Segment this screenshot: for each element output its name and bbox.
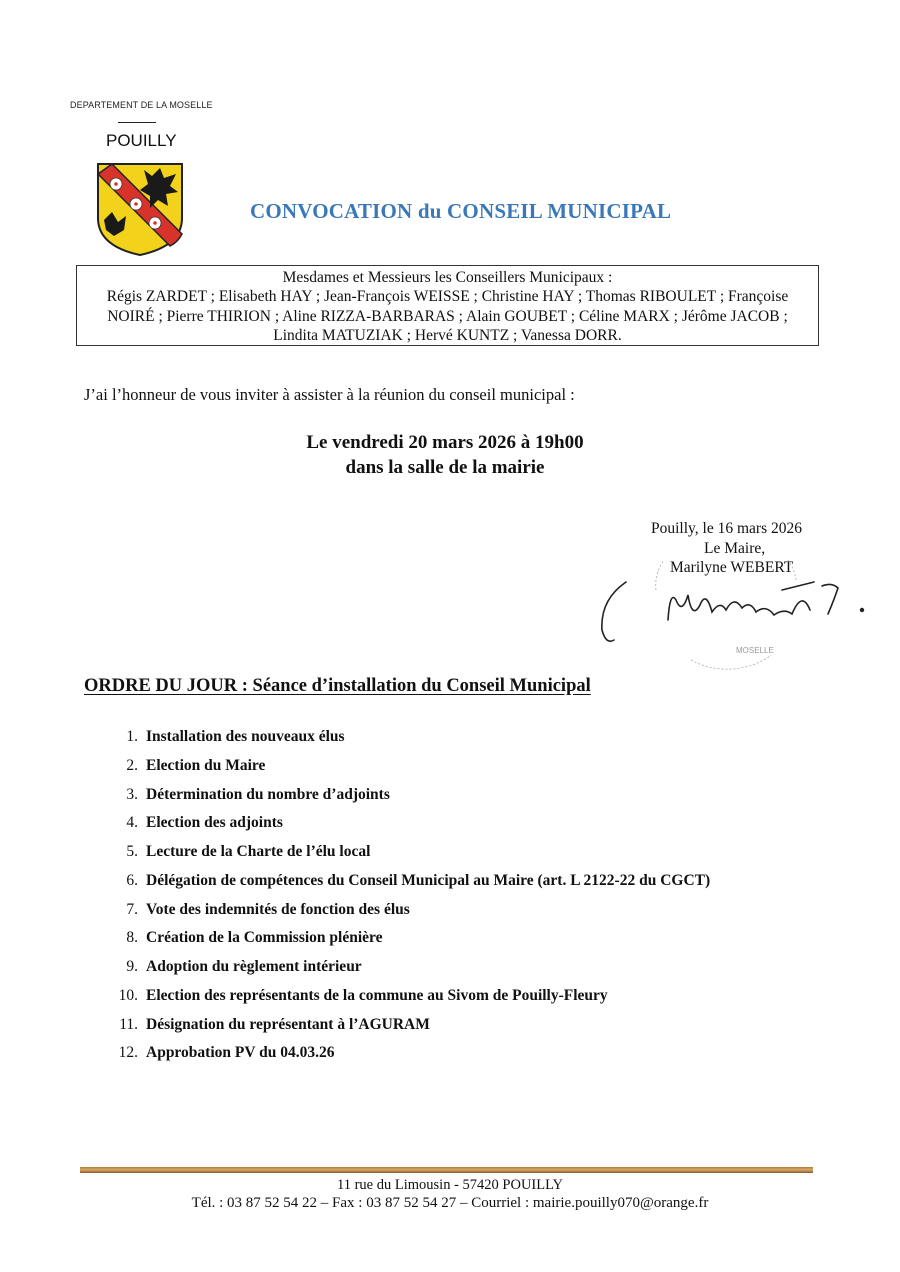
page-title: CONVOCATION du CONSEIL MUNICIPAL <box>250 199 672 223</box>
department-label: DEPARTEMENT DE LA MOSELLE <box>70 100 213 110</box>
recipients-line: NOIRÉ ; Pierre THIRION ; Aline RIZZA-BARBARAS ; Alain GOUBET ; Céline MARX ; Jérôme JACOB ; <box>107 307 788 325</box>
agenda-item-number: 12. <box>118 1044 138 1062</box>
footer-address: 11 rue du Limousin - 57420 POUILLY <box>337 1177 563 1193</box>
meeting-date: Le vendredi 20 mars 2026 à 19h00 <box>306 432 584 453</box>
agenda-item-number: 11. <box>119 1015 138 1033</box>
agenda-item <box>104 872 710 901</box>
agenda-item-number: 9. <box>126 958 138 975</box>
agenda-item-number: 8. <box>126 929 138 947</box>
agenda-item <box>104 1016 710 1045</box>
signature-stamp-icon <box>596 560 876 670</box>
stamp-text: MOSELLE <box>736 646 774 655</box>
agenda-list <box>104 728 710 1073</box>
meeting-place: dans la salle de la mairie <box>345 457 545 478</box>
agenda-item-number: 3. <box>126 785 138 803</box>
agenda-item-number: 6. <box>126 871 138 889</box>
agenda-item <box>104 958 710 987</box>
agenda-item-text: Election du Maire <box>146 756 266 774</box>
agenda-item <box>104 1044 710 1073</box>
handwritten-signature <box>602 582 864 641</box>
agenda-item-text: Election des adjoints <box>146 814 283 832</box>
agenda-item <box>104 786 710 815</box>
agenda-heading: ORDRE DU JOUR : Séance d’installation du Conseil Municipal <box>84 676 591 696</box>
coat-of-arms-icon <box>92 160 188 258</box>
agenda-item-text: Adoption du règlement intérieur <box>146 958 362 975</box>
agenda-item-text: Vote des indemnités de fonction des élus <box>146 900 410 918</box>
agenda-item-text: Création de la Commission plénière <box>146 929 383 947</box>
agenda-item-number: 2. <box>126 756 138 774</box>
agenda-item <box>104 757 710 786</box>
agenda-item-text: Installation des nouveaux élus <box>146 728 345 745</box>
recipients-line: Régis ZARDET ; Elisabeth HAY ; Jean-François WEISSE ; Christine HAY ; Thomas RIBOULET ; Françoise <box>106 288 789 306</box>
mayor-title: Le Maire, <box>704 540 766 557</box>
agenda-item-number: 5. <box>126 843 138 860</box>
town-rule <box>118 122 156 123</box>
agenda-item-number: 4. <box>126 814 138 832</box>
town-name: POUILLY <box>106 131 177 150</box>
agenda-item <box>104 901 710 930</box>
invitation-text: J’ai l’honneur de vous inviter à assister à la réunion du conseil municipal : <box>84 385 575 404</box>
agenda-item <box>104 929 710 958</box>
agenda-item <box>104 814 710 843</box>
recipients-box <box>76 265 819 346</box>
agenda-item <box>104 728 710 757</box>
agenda-item-number: 7. <box>126 900 138 918</box>
agenda-item-text: Election des représentants de la commune au Sivom de Pouilly-Fleury <box>146 986 608 1004</box>
agenda-item <box>104 843 710 872</box>
agenda-item-number: 10. <box>118 986 138 1004</box>
recipients-heading: Mesdames et Messieurs les Conseillers Municipaux : <box>282 269 613 286</box>
recipients-line: Lindita MATUZIAK ; Hervé KUNTZ ; Vanessa DORR. <box>273 326 622 344</box>
agenda-item-text: Approbation PV du 04.03.26 <box>146 1044 335 1062</box>
agenda-item-text: Désignation du représentant à l’AGURAM <box>146 1015 430 1033</box>
agenda-item-text: Détermination du nombre d’adjoints <box>146 785 390 803</box>
agenda-item-text: Lecture de la Charte de l’élu local <box>146 843 371 860</box>
agenda-item <box>104 987 710 1016</box>
footer-contact: Tél. : 03 87 52 54 22 – Fax : 03 87 52 54 27 – Courriel : mairie.pouilly070@orange.fr <box>191 1195 709 1211</box>
signature-place-date: Pouilly, le 16 mars 2026 <box>651 520 802 537</box>
agenda-item-text: Délégation de compétences du Conseil Municipal au Maire (art. L 2122-22 du CGCT) <box>146 871 711 889</box>
mayor-name: Marilyne WEBERT <box>670 559 794 576</box>
agenda-item-number: 1. <box>126 728 138 745</box>
footer-divider <box>80 1167 813 1173</box>
